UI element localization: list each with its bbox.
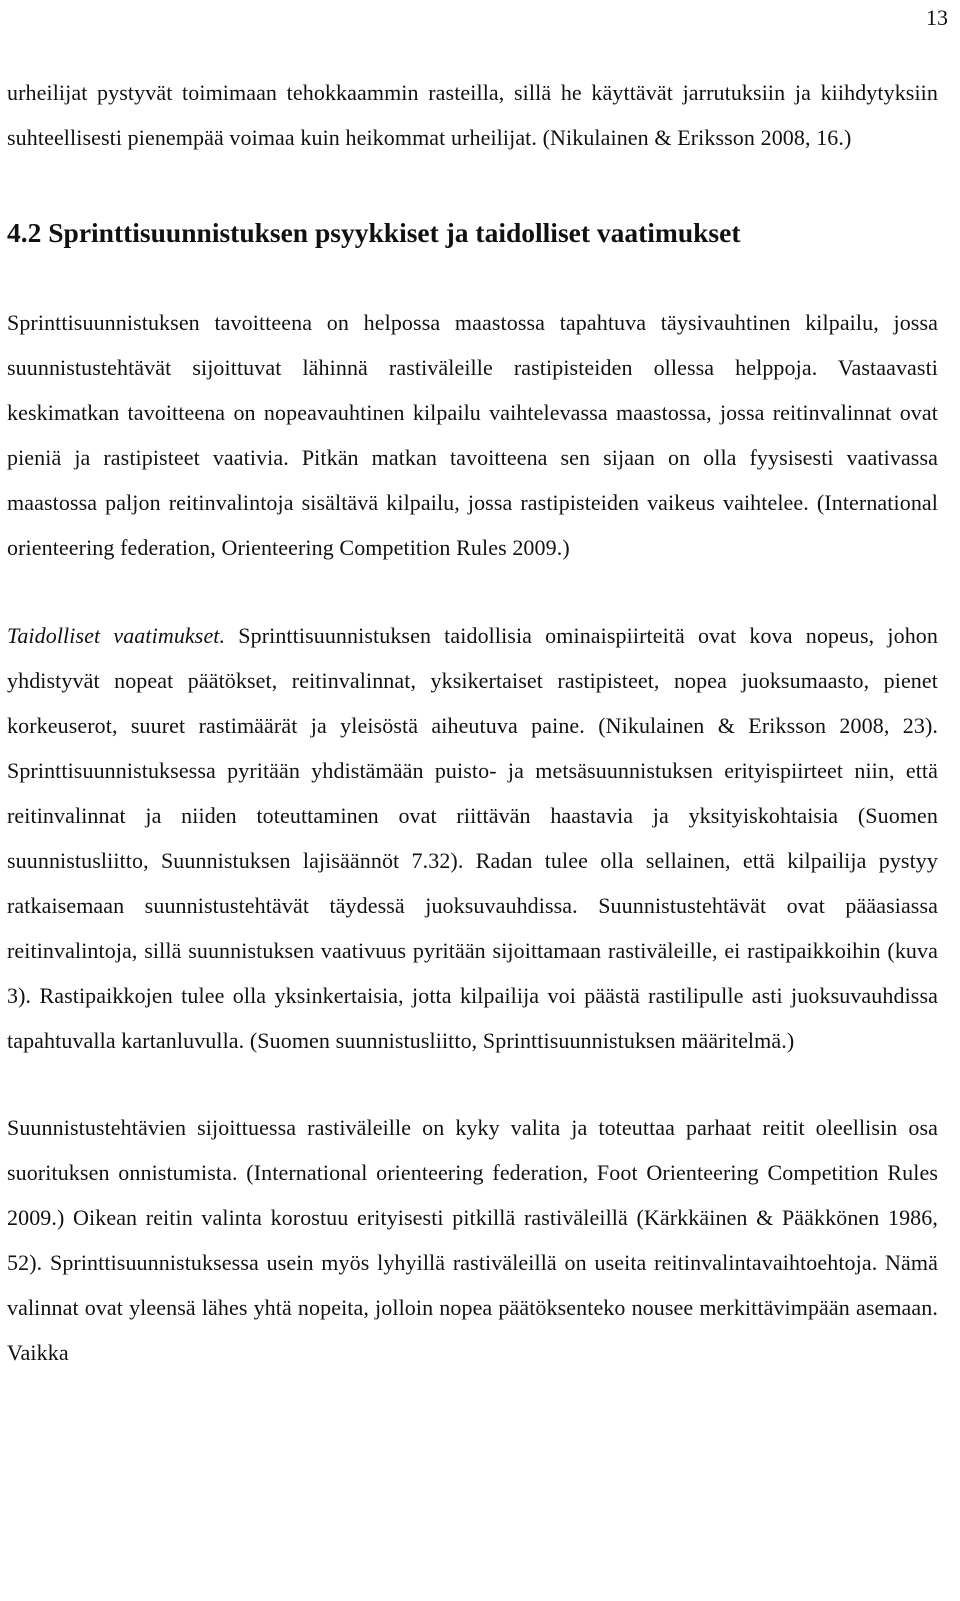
paragraph-skill-requirements [7, 613, 938, 1063]
paragraph-sprint-goals: Sprinttisuunnistuksen tavoitteena on helpossa maastossa tapahtuva täysivauhtinen kilpailu, jossa suunnistustehtävät sijoittuvat lähinnä rastiväleille rastipisteiden ollessa helppoja. Vastaavasti keskimatkan tavoitteena on nopeavauhtinen kilpailu vaihtelevassa maastossa, jossa reitinvalinnat ovat pieniä ja rastipisteet vaativia. Pitkän matkan tavoitteena sen sijaan on olla fyysisesti vaativassa maastossa paljon reitinvalintoja sisältävä kilpailu, jossa rastipisteiden vaikeus vaihtelee. (International orienteering federation, Orienteering Competition Rules 2009.) [7, 310, 938, 560]
section-heading: 4.2 Sprinttisuunnistuksen psyykkiset ja taidolliset vaatimukset [7, 217, 741, 248]
paragraph-body: Sprinttisuunnistuksen taidollisia ominaispiirteitä ovat kova nopeus, johon yhdistyvät nopeat päätökset, reitinvalinnat, yksikertaiset rastipisteet, nopea juoksumaasto, pienet korkeuserot, suuret rastimäärät ja yleisöstä aiheutuva paine. (Nikulainen & Eriksson 2008, 23). Sprinttisuunnistuksessa pyritään yhdistämään puisto- ja metsäsuunnistuksen erityispiirteet niin, että reitinvalinnat ja niiden toteuttaminen ovat riittävän haastavia ja yksityiskohtaisia (Suomen suunnistusliitto, Suunnistuksen lajisäännöt 7.32). Radan tulee olla sellainen, että kilpailija pystyy ratkaisemaan suunnistustehtävät täydessä juoksuvauhdissa. Suunnistustehtävät ovat pääasiassa reitinvalintoja, sillä suunnistuksen vaativuus pyritään sijoittamaan rastiväleille, ei rastipaikkoihin (kuva 3). Rastipaikkojen tulee olla yksinkertaisia, jotta kilpailija voi päästä rastilipulle asti juoksuvauhdissa tapahtuvalla kartanluvulla. (Suomen suunnistusliitto, Sprinttisuunnistuksen määritelmä.) [7, 623, 938, 1053]
page-number: 13 [926, 5, 948, 30]
document-body [7, 70, 938, 1375]
paragraph-route-choice: Suunnistustehtävien sijoittuessa rastiväleille on kyky valita ja toteuttaa parhaat reitit oleellisin osa suorituksen onnistumista. (International orienteering federation, Foot Orienteering Competition Rules 2009.) Oikean reitin valinta korostuu erityisesti pitkillä rastiväleillä (Kärkkäinen & Pääkkönen 1986, 52). Sprinttisuunnistuksessa usein myös lyhyillä rastiväleillä on useita reitinvalintavaihtoehtoja. Nämä valinnat ovat yleensä lähes yhtä nopeita, jolloin nopea päätöksenteko nousee merkittävimpään asemaan. Vaikka [7, 1115, 938, 1365]
paragraph-continuation: urheilijat pystyvät toimimaan tehokkaammin rasteilla, sillä he käyttävät jarrutuksiin ja kiihdytyksiin suhteellisesti pienempää voimaa kuin heikommat urheilijat. (Nikulainen & Eriksson 2008, 16.) [7, 80, 938, 150]
paragraph-lead-italic: Taidolliset vaatimukset. [7, 623, 226, 648]
